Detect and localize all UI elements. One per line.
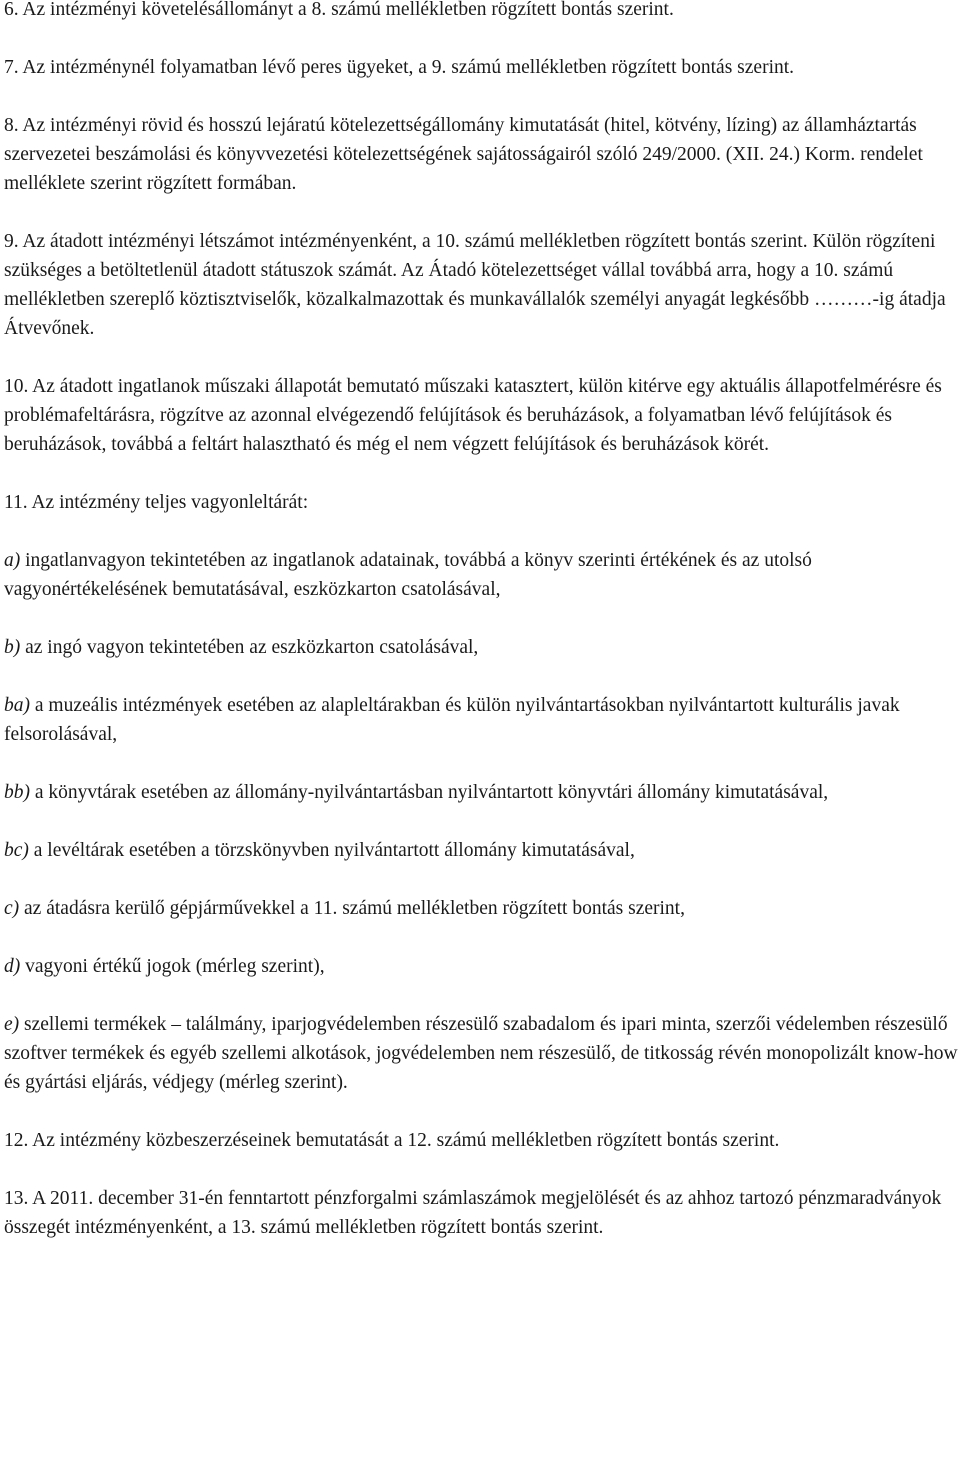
list-item-b bbox=[4, 633, 958, 662]
paragraph-8: 8. Az intézményi rövid és hosszú lejáratú kötelezettségállomány kimutatását (hitel, kötvény, lízing) az államháztartás szervezetei beszámolási és könyvvezetési kötelezettségének sajátosságairól szóló 249/2000. (XII. 24.) Korm. rendelet melléklete szerint rögzített formában. bbox=[4, 115, 923, 194]
paragraph-9: 9. Az átadott intézményi létszámot intézményenként, a 10. számú mellékletben rögzített bontás szerint. Külön rögzíteni szükséges a betöltetlenül átadott státuszok számát. Az Átadó kötelezettséget vállal továbbá arra, hogy a 10. számú mellékletben szereplő köztisztviselők, közalkalmazottak és munkavállalók személyi anyagát legkésőbb ………-ig átadja Átvevőnek. bbox=[4, 231, 946, 339]
list-item-d bbox=[4, 952, 958, 981]
item-text: az átadásra kerülő gépjárművekkel a 11. számú mellékletben rögzített bontás szerint, bbox=[19, 898, 685, 919]
item-label: bb) bbox=[4, 782, 30, 803]
item-text: szellemi termékek – találmány, iparjogvédelemben részesülő szabadalom és ipari minta, szerzői védelemben részesülő szoftver termékek és egyéb szellemi alkotások, jogvédelemben nem részesülő, de titkosság révén monopolizált know-how és gyártási eljárás, védjegy (mérleg szerint). bbox=[4, 1014, 958, 1093]
item-label: a) bbox=[4, 550, 21, 571]
list-item-c bbox=[4, 894, 958, 923]
item-label: b) bbox=[4, 637, 21, 658]
paragraph-7: 7. Az intézménynél folyamatban lévő peres ügyeket, a 9. számú mellékletben rögzített bontás szerint. bbox=[4, 57, 795, 78]
item-text: az ingó vagyon tekintetében az eszközkarton csatolásával, bbox=[20, 637, 479, 658]
paragraph-11: 11. Az intézmény teljes vagyonleltárát: bbox=[4, 492, 309, 513]
item-label: bc) bbox=[4, 840, 29, 861]
item-text: a muzeális intézmények esetében az alapleltárakban és külön nyilvántartásokban nyilvántartott kulturális javak felsorolásával, bbox=[4, 695, 900, 745]
item-text: vagyoni értékű jogok (mérleg szerint), bbox=[20, 956, 325, 977]
paragraph-6: 6. Az intézményi követelésállományt a 8. számú mellékletben rögzített bontás szerint. bbox=[4, 0, 674, 20]
item-text: ingatlanvagyon tekintetében az ingatlanok adatainak, továbbá a könyv szerinti értékének és az utolsó vagyonértékelésének bemutatásával, eszközkarton csatolásával, bbox=[4, 550, 812, 600]
list-item-bb bbox=[4, 778, 958, 807]
list-item-a bbox=[4, 546, 958, 604]
item-text: a könyvtárak esetében az állomány-nyilvántartásban nyilvántartott könyvtári állomány kimutatásával, bbox=[30, 782, 829, 803]
paragraph-10: 10. Az átadott ingatlanok műszaki állapotát bemutató műszaki katasztert, külön kitérve egy aktuális állapotfelmérésre és problémafeltárásra, rögzítve az azonnal elvégezendő felújítások és beruházások, a folyamatban lévő felújítások és beruházások, továbbá a feltárt halasztható és még el nem végzett felújítások és beruházások körét. bbox=[4, 376, 942, 455]
paragraph-13: 13. A 2011. december 31-én fenntartott pénzforgalmi számlaszámok megjelölését és az ahhoz tartozó pénzmaradványok összegét intézményenként, a 13. számú mellékletben rögzített bontás szerint. bbox=[4, 1188, 942, 1238]
list-item-e bbox=[4, 1010, 958, 1097]
list-item-bc bbox=[4, 836, 958, 865]
document-page bbox=[4, 0, 958, 1271]
item-label: d) bbox=[4, 956, 21, 977]
item-label: e) bbox=[4, 1014, 20, 1035]
list-item-ba bbox=[4, 691, 958, 749]
item-label: ba) bbox=[4, 695, 30, 716]
item-label: c) bbox=[4, 898, 20, 919]
item-text: a levéltárak esetében a törzskönyvben nyilvántartott állomány kimutatásával, bbox=[28, 840, 635, 861]
paragraph-12: 12. Az intézmény közbeszerzéseinek bemutatását a 12. számú mellékletben rögzített bontás szerint. bbox=[4, 1130, 780, 1151]
